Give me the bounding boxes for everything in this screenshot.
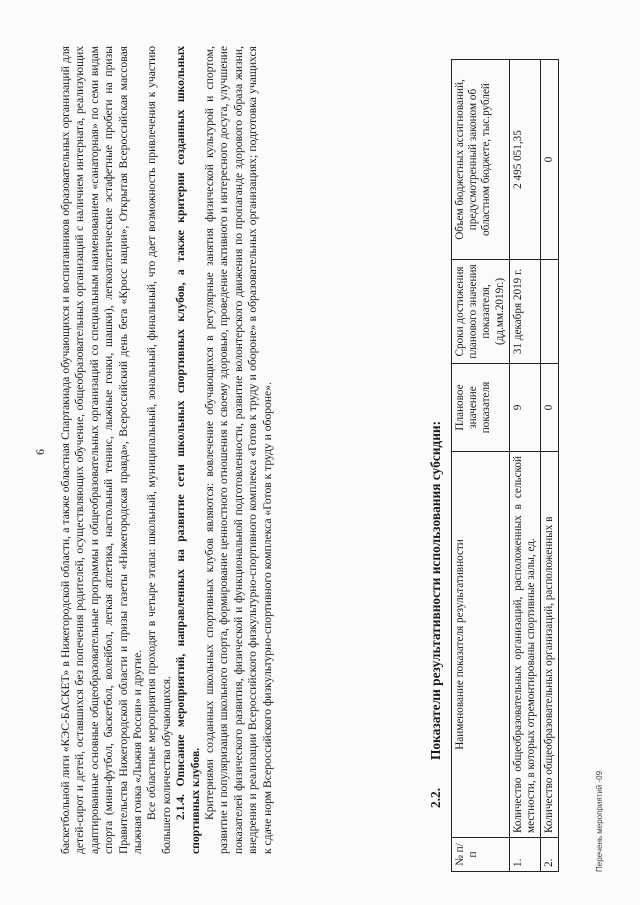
row-budget-amount: 0 <box>541 60 559 260</box>
row-planned-value: 9 <box>509 364 540 452</box>
page-number: 6 <box>33 449 47 455</box>
footer-note: Перечень мероприятий -09 <box>595 770 604 872</box>
row-budget-amount: 2 495 051,35 <box>509 60 540 260</box>
header-budget-amount: Объем бюджетных ассигнований, предусмотренный законом об областном бюджете, тыс.рублей <box>452 60 510 260</box>
paragraph-criteria: Критериями созданных школьных спортивных клубов являются: вовлечение обучающихся в регулярные занятия физической культурой и спортом, развитие и популяризация школьного спорта, формирование ценностного отношения к своему здоровью, проведение активного и интересного досуга, улучшение показателей физического развития, физической и функциональной подготовленности, развитие волонтерского движения по пропаганде здорового образа жизни, внедрения и реализации Всероссийского физкультурно-спортивного комплекса «Готов к труду и обороне» в образовательных организациях; подготовка учащихся к сдаче норм Всероссийского физкультурно-спортивного комплекса «Готов к труду и обороне». <box>203 46 274 854</box>
table-row <box>541 60 559 872</box>
row-indicator-name: Количество общеобразовательных организаций, расположенных в <box>541 452 559 838</box>
heading-2-1-4: 2.1.4. Описание мероприятий, направленных на развитие сети школьных спортивных клубов, а также критерии созданных школьных спортивных клубов. <box>174 46 202 854</box>
paragraph-events-list: баскетбольной лиги «КЭС-БАСКЕТ» в Нижегородской области, а также областная Спартакиада обучающихся и воспитанников образовательных организаций для детей-сирот и детей, оставшихся без попечения родителей, осуществляющих обучение, общеобразовательных организаций с наличием интерната, реализующих адаптированные основные общеобразовательные программы и общеобразовательных организаций со специальным наименованием «санаторная» по семи видам спорта (мини-футбол, баскетбол, волейбол, легкая атлетика, настольный теннис, лыжные гонки, шашки), легкоатлетические эстафетные пробеги на призы Правительства Нижегородской области и призы газеты «Нижегородская правда», Всероссийский день бега «Кросс нации», Открытая Всероссийская массовая лыжная гонка «Лыжня России» и другие. <box>59 46 145 854</box>
paragraph-stages: Все областные мероприятия проходят в четыре этапа: школьный, муниципальный, зональный, финальный, что дает возможность привлечения к участию большего количества обучающихся. <box>145 46 173 854</box>
section-title: Показатели результативности использования субсидии: <box>428 420 443 760</box>
header-indicator-name: Наименование показателя результативности <box>452 452 510 838</box>
header-planned-value: Плановое значение показателя <box>452 364 510 452</box>
section-number: 2.2. <box>428 787 443 808</box>
row-planned-value: 0 <box>541 364 559 452</box>
table-header-row <box>452 60 510 872</box>
row-deadline <box>541 260 559 364</box>
document-sheet <box>25 32 615 872</box>
row-deadline: 31 декабря 2019 г. <box>509 260 540 364</box>
table-row <box>509 60 540 872</box>
row-number: 1. <box>509 838 540 872</box>
row-indicator-name: Количество общеобразовательных организаций, расположенных в сельской местности, в которых отремонтированы спортивные залы, ед. <box>509 452 540 838</box>
header-number: № п/п <box>452 838 510 872</box>
body-text <box>59 46 275 854</box>
header-deadline: Сроки достижения планового значения показателя, (дд.мм.2019г.) <box>452 260 510 364</box>
row-number: 2. <box>541 838 559 872</box>
results-table <box>451 59 559 872</box>
section-heading <box>429 421 443 808</box>
